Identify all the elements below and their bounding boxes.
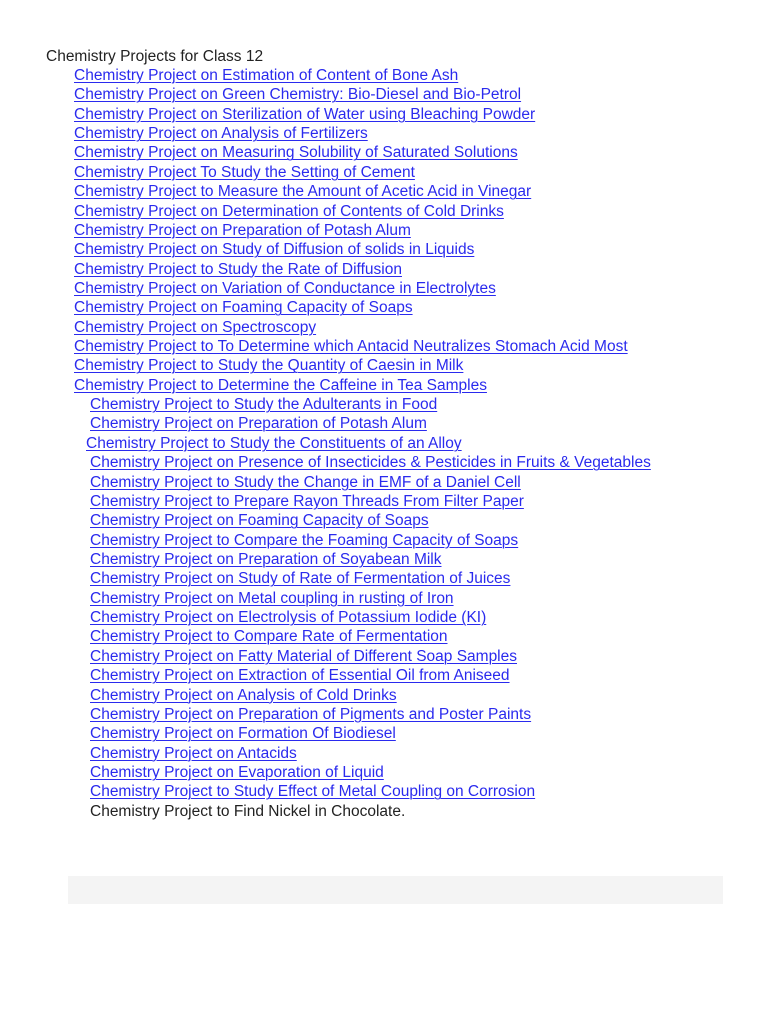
list-item: [0, 686, 768, 705]
project-link[interactable]: Chemistry Project to Compare the Foaming Capacity of Soaps: [90, 531, 519, 549]
list-item: [0, 182, 768, 201]
list-item: [0, 221, 768, 240]
list-item: [0, 492, 768, 511]
list-item: [0, 627, 768, 646]
list-item: [0, 105, 768, 124]
project-link-list: [0, 66, 768, 821]
project-text: Chemistry Project to Find Nickel in Chocolate.: [90, 802, 406, 820]
project-link[interactable]: Chemistry Project to Study the Quantity of Caesin in Milk: [74, 357, 464, 375]
list-item: [0, 279, 768, 298]
list-item: [0, 744, 768, 763]
list-item: [0, 705, 768, 724]
project-link[interactable]: Chemistry Project on Green Chemistry: Bio-Diesel and Bio-Petrol: [74, 86, 522, 104]
project-link[interactable]: Chemistry Project on Evaporation of Liquid: [90, 763, 384, 781]
list-item: [0, 782, 768, 801]
list-item: [0, 511, 768, 530]
project-link[interactable]: Chemistry Project on Extraction of Essential Oil from Aniseed: [90, 667, 510, 685]
list-item: [0, 608, 768, 627]
list-item: [0, 376, 768, 395]
project-link[interactable]: Chemistry Project on Preparation of Soyabean Milk: [90, 550, 442, 568]
project-link[interactable]: Chemistry Project on Analysis of Cold Drinks: [90, 686, 397, 704]
list-item: [0, 318, 768, 337]
list-item: [0, 550, 768, 569]
project-link[interactable]: Chemistry Project on Variation of Conductance in Electrolytes: [74, 279, 496, 297]
list-item: [0, 434, 768, 453]
project-link[interactable]: Chemistry Project on Preparation of Pigments and Poster Paints: [90, 705, 532, 723]
list-item: [0, 337, 768, 356]
project-link[interactable]: Chemistry Project to Measure the Amount of Acetic Acid in Vinegar: [74, 183, 532, 201]
project-link[interactable]: Chemistry Project on Study of Rate of Fermentation of Juices: [90, 570, 511, 588]
list-item: [0, 802, 768, 821]
project-link[interactable]: Chemistry Project on Estimation of Content of Bone Ash: [74, 67, 459, 84]
list-item: [0, 85, 768, 104]
project-link[interactable]: Chemistry Project on Fatty Material of Different Soap Samples: [90, 647, 517, 665]
list-item: [0, 202, 768, 221]
project-link[interactable]: Chemistry Project on Sterilization of Water using Bleaching Powder: [74, 105, 536, 123]
project-link[interactable]: Chemistry Project to To Determine which Antacid Neutralizes Stomach Acid Most: [74, 338, 628, 356]
project-link[interactable]: Chemistry Project on Analysis of Fertilizers: [74, 125, 368, 143]
project-link[interactable]: Chemistry Project on Foaming Capacity of Soaps: [90, 512, 429, 530]
list-item: [0, 356, 768, 375]
list-item: [0, 569, 768, 588]
list-item: [0, 298, 768, 317]
project-link[interactable]: Chemistry Project to Study the Constituents of an Alloy: [86, 434, 462, 452]
list-item: [0, 143, 768, 162]
list-item: [0, 647, 768, 666]
list-item: [0, 473, 768, 492]
project-link[interactable]: Chemistry Project on Antacids: [90, 744, 297, 762]
project-link[interactable]: Chemistry Project on Electrolysis of Potassium Iodide (KI): [90, 609, 487, 627]
project-link[interactable]: Chemistry Project on Study of Diffusion of solids in Liquids: [74, 241, 475, 259]
project-link[interactable]: Chemistry Project to Study the Adulterants in Food: [90, 396, 438, 414]
list-item: [0, 666, 768, 685]
project-link[interactable]: Chemistry Project To Study the Setting of Cement: [74, 163, 415, 181]
project-link[interactable]: Chemistry Project on Preparation of Potash Alum: [90, 415, 427, 433]
list-item: [0, 763, 768, 782]
project-link[interactable]: Chemistry Project to Study Effect of Metal Coupling on Corrosion: [90, 783, 536, 801]
project-link[interactable]: Chemistry Project to Study the Rate of Diffusion: [74, 260, 402, 278]
project-link[interactable]: Chemistry Project to Determine the Caffeine in Tea Samples: [74, 376, 487, 394]
project-link[interactable]: Chemistry Project on Foaming Capacity of Soaps: [74, 299, 413, 317]
list-item: [0, 66, 768, 85]
list-item: [0, 240, 768, 259]
project-link[interactable]: Chemistry Project on Measuring Solubility of Saturated Solutions: [74, 144, 518, 162]
list-item: [0, 531, 768, 550]
project-link[interactable]: Chemistry Project on Presence of Insecticides & Pesticides in Fruits & Vegetables: [90, 454, 651, 472]
list-item: [0, 395, 768, 414]
list-item: [0, 260, 768, 279]
page-heading: Chemistry Projects for Class 12: [46, 48, 264, 65]
project-link[interactable]: Chemistry Project on Preparation of Potash Alum: [74, 221, 411, 239]
project-link[interactable]: Chemistry Project on Metal coupling in rusting of Iron: [90, 589, 454, 607]
list-item: [0, 124, 768, 143]
project-link[interactable]: Chemistry Project on Determination of Contents of Cold Drinks: [74, 202, 504, 220]
project-link[interactable]: Chemistry Project on Formation Of Biodiesel: [90, 725, 396, 743]
list-item: [0, 163, 768, 182]
project-link[interactable]: Chemistry Project to Compare Rate of Fermentation: [90, 628, 448, 646]
list-item: [0, 453, 768, 472]
project-link[interactable]: Chemistry Project to Prepare Rayon Threads From Filter Paper: [90, 492, 524, 510]
list-item: [0, 724, 768, 743]
list-item: [0, 589, 768, 608]
project-link[interactable]: Chemistry Project on Spectroscopy: [74, 318, 317, 336]
footer-bar: [68, 876, 723, 904]
list-item: [0, 414, 768, 433]
project-link[interactable]: Chemistry Project to Study the Change in EMF of a Daniel Cell: [90, 473, 521, 491]
